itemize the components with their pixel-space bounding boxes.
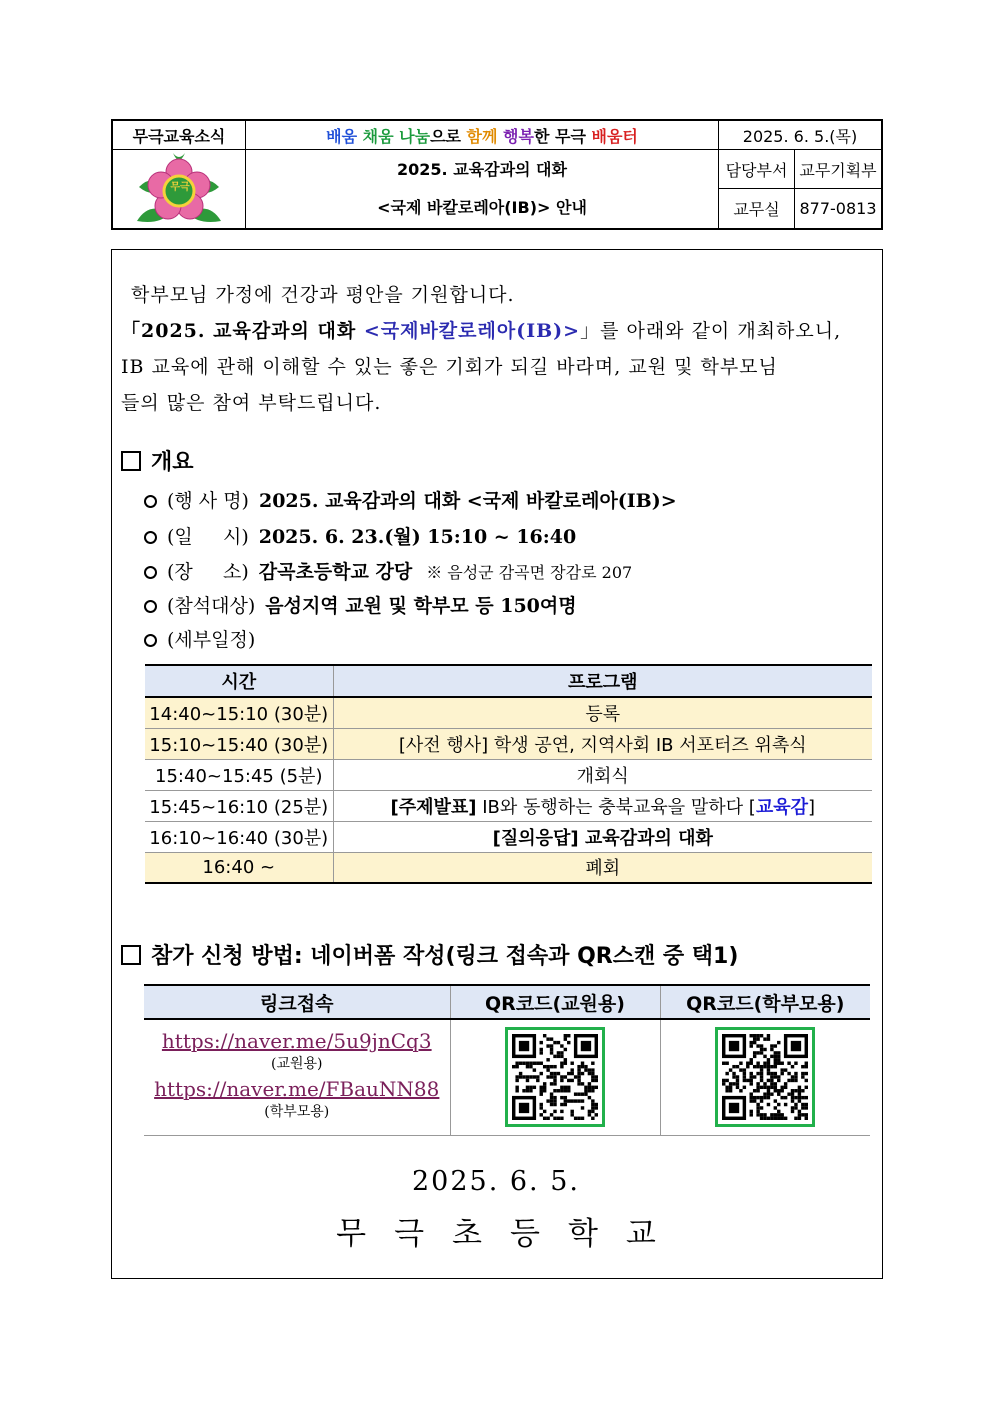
- intro-event-name: 「2025. 교육감과의 대화: [121, 320, 364, 342]
- slogan-part: 함께: [466, 126, 498, 146]
- slogan-part: 배움: [326, 126, 358, 146]
- checkbox-square-icon: [121, 451, 141, 471]
- slogan-part: 배움터: [591, 126, 638, 146]
- schedule-time: 15:10~15:40 (30분): [145, 728, 333, 759]
- schedule-time: 14:40~15:10 (30분): [145, 697, 333, 728]
- program-text: IB와 동행하는 충북교육을 말하다 [: [482, 796, 756, 818]
- overview-item-label: (행 사 명): [167, 490, 249, 512]
- overview-item-label: (세부일정): [167, 629, 256, 651]
- circle-bullet-icon: [144, 495, 157, 508]
- parent-link-caption: (학부모용): [264, 1104, 330, 1121]
- intro-line-2-rest: 」를 아래와 같이 개최하오니,: [580, 320, 842, 342]
- overview-item-value: 2025. 교육감과의 대화 <국제 바칼로레아(IB)>: [258, 490, 677, 512]
- overview-item: [144, 486, 677, 513]
- column-header: 링크접속: [144, 985, 450, 1019]
- phone-number: 877-0813: [799, 199, 877, 218]
- column-header: QR코드(교원용): [450, 985, 660, 1019]
- signup-heading: [121, 939, 738, 970]
- schedule-time: 15:45~16:10 (25분): [145, 790, 333, 821]
- intro-line-2: [121, 313, 873, 349]
- schedule-header-row: [145, 665, 872, 697]
- intro-line-4: 들의 많은 참여 부탁드립니다.: [121, 392, 382, 414]
- intro-event-subtitle: <국제바칼로레아(IB)>: [363, 320, 581, 342]
- checkbox-square-icon: [121, 945, 141, 965]
- overview-item-value: 감곡초등학교 강당: [258, 561, 413, 583]
- circle-bullet-icon: [144, 566, 157, 579]
- signup-header-row: [144, 985, 870, 1019]
- schedule-program: [333, 821, 872, 852]
- title-line-1: 2025. 교육감과의 대화: [397, 160, 567, 179]
- overview-item-label: (일 시): [167, 526, 249, 548]
- schedule-program: 등록: [333, 697, 872, 728]
- table-row: [145, 728, 872, 759]
- circle-bullet-icon: [144, 600, 157, 613]
- slogan-part: 한 무극: [533, 126, 592, 146]
- overview-item-label: (장 소): [167, 561, 249, 583]
- school-slogan: [246, 121, 719, 150]
- schedule-program: 폐회: [333, 852, 872, 883]
- qr-code-teacher-icon[interactable]: [505, 1027, 605, 1127]
- intro-line-1: 학부모님 가정에 건강과 평안을 기원합니다.: [131, 284, 515, 306]
- circle-bullet-icon: [144, 531, 157, 544]
- dept-value: 교무기획부: [795, 150, 881, 189]
- program-speaker: 교육감: [755, 796, 808, 818]
- schedule-program: 개회식: [333, 759, 872, 790]
- teacher-qr-cell: [450, 1019, 660, 1135]
- schedule-time: 15:40~15:45 (5분): [145, 759, 333, 790]
- schedule-program: [주제발표] IB와 동행하는 충북교육을 말하다 [교육감]: [333, 790, 872, 821]
- schedule-time: 16:10~16:40 (30분): [145, 821, 333, 852]
- overview-heading-text: 개요: [151, 450, 194, 475]
- footer-date: 2025. 6. 5.: [412, 1166, 580, 1197]
- column-header: QR코드(학부모용): [660, 985, 870, 1019]
- overview-item: [144, 557, 632, 584]
- column-header: 시간: [145, 665, 333, 697]
- column-header: 프로그램: [333, 665, 872, 697]
- logo-text: 무극: [170, 182, 190, 193]
- intro-line-3: IB 교육에 관해 이해할 수 있는 좋은 기회가 되길 바라며, 교원 및 학부모님: [121, 356, 778, 378]
- signup-table: [144, 984, 870, 1136]
- title-line-2: <국제 바칼로레아(IB)> 안내: [377, 198, 587, 217]
- footer-school-name: 무극초등학교: [336, 1216, 684, 1252]
- table-row: [145, 697, 872, 728]
- parent-signup-link[interactable]: https://naver.me/FBauNN88: [154, 1077, 440, 1102]
- signup-links-cell: [144, 1019, 450, 1135]
- signup-heading-text: 참가 신청 방법: 네이버폼 작성(링크 접속과 QR스캔 중 택1): [151, 944, 739, 969]
- table-row: [145, 821, 872, 852]
- notice-title: [246, 150, 719, 228]
- slogan-part: 행복: [503, 126, 534, 146]
- issue-date: 2025. 6. 5.(목): [719, 121, 881, 150]
- circle-bullet-icon: [144, 634, 157, 647]
- program-tag: [주제발표]: [390, 796, 477, 818]
- parent-qr-cell: [660, 1019, 870, 1135]
- overview-item-value: 음성지역 교원 및 학부모 등 150여명: [265, 595, 577, 617]
- overview-item: [144, 591, 577, 618]
- slogan-part: 으로: [430, 126, 467, 146]
- newsletter-header: [111, 119, 883, 230]
- table-row: [144, 1019, 870, 1135]
- dept-label: 담당부서: [719, 150, 795, 189]
- room-label: 교무실: [719, 189, 795, 228]
- overview-item: [144, 625, 255, 652]
- overview-item-note: ※ 음성군 감곡면 장감로 207: [426, 563, 633, 582]
- program-text: 교육감과의 대화: [584, 827, 713, 849]
- table-row: [145, 790, 872, 821]
- teacher-link-caption: (교원용): [271, 1056, 323, 1073]
- newsletter-name: 무극교육소식: [113, 121, 246, 150]
- table-row: [145, 759, 872, 790]
- schedule-time: 16:40 ~: [145, 852, 333, 883]
- slogan-part: 나눔: [399, 126, 431, 146]
- qr-code-parent-icon[interactable]: [715, 1027, 815, 1127]
- schedule-table: [145, 664, 872, 884]
- overview-heading: [121, 445, 194, 476]
- table-row: [145, 852, 872, 883]
- overview-item-value: 2025. 6. 23.(월) 15:10 ~ 16:40: [258, 526, 577, 548]
- overview-item-label: (참석대상): [167, 595, 256, 617]
- overview-item: [144, 522, 576, 549]
- program-tag: [질의응답]: [492, 827, 579, 849]
- teacher-signup-link[interactable]: https://naver.me/5u9jnCq3: [161, 1029, 432, 1054]
- slogan-part: 채움: [362, 126, 394, 146]
- school-logo: [113, 150, 246, 228]
- schedule-program: [사전 행사] 학생 공연, 지역사회 IB 서포터즈 위촉식: [333, 728, 872, 759]
